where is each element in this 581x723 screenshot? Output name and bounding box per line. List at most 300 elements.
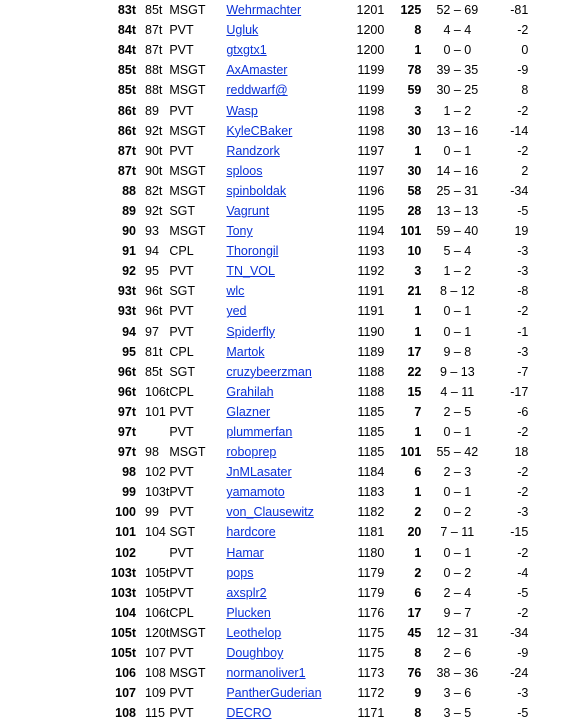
games-played-cell: 28 xyxy=(407,203,422,218)
player-name-cell xyxy=(226,141,354,161)
table-row xyxy=(0,402,528,422)
grade-cell: PVT xyxy=(169,425,194,440)
point-difference-cell: 8 xyxy=(521,83,529,98)
rating-cell: 1184 xyxy=(357,465,385,480)
win-loss-record-cell: 0 – 1 xyxy=(443,324,472,339)
win-loss-record-cell: 13 – 16 xyxy=(436,123,479,138)
previous-rank-cell: 96t xyxy=(145,304,163,319)
table-row xyxy=(0,281,528,301)
games-played-cell: 59 xyxy=(407,83,422,98)
grade-cell: PVT xyxy=(169,404,194,419)
games-played-cell: 2 xyxy=(414,505,422,520)
player-name-link[interactable]: Vagrunt xyxy=(226,203,270,218)
previous-rank-cell: 96t xyxy=(145,284,163,299)
rating-cell: 1198 xyxy=(357,123,385,138)
rank-cell: 102 xyxy=(115,545,136,560)
player-name-link[interactable]: normanoliver1 xyxy=(226,666,306,681)
player-name-link[interactable]: Spiderfly xyxy=(226,324,275,339)
table-row xyxy=(0,121,528,141)
point-difference-cell: -2 xyxy=(517,23,529,38)
grade-cell: MSGT xyxy=(169,625,206,640)
rating-cell: 1200 xyxy=(356,23,385,38)
rating-cell: 1171 xyxy=(357,706,385,721)
player-name-link[interactable]: plummerfan xyxy=(226,425,293,440)
win-loss-record-cell: 0 – 1 xyxy=(443,143,472,158)
previous-rank-cell: 104 xyxy=(145,525,166,540)
table-row xyxy=(0,603,528,623)
player-name-link[interactable]: DECRO xyxy=(226,706,272,721)
player-name-cell xyxy=(226,241,354,261)
rank-cell: 97t xyxy=(117,425,136,440)
rating-cell: 1195 xyxy=(357,203,385,218)
rating-cell: 1194 xyxy=(357,224,385,239)
point-difference-cell: -2 xyxy=(517,103,529,118)
rank-cell: 97t xyxy=(117,404,136,419)
grade-cell: MSGT xyxy=(169,3,206,18)
grade-cell: MSGT xyxy=(169,63,206,78)
point-difference-cell: -8 xyxy=(517,284,529,299)
games-played-cell: 20 xyxy=(407,525,422,540)
table-row xyxy=(0,422,528,442)
player-name-cell xyxy=(226,402,354,422)
rank-cell: 84t xyxy=(117,23,136,38)
rating-cell: 1196 xyxy=(357,183,385,198)
table-row xyxy=(0,442,528,462)
grade-cell: CPL xyxy=(169,244,194,259)
rank-cell: 99 xyxy=(122,485,136,500)
table-row xyxy=(0,482,528,502)
games-played-cell: 1 xyxy=(414,324,422,339)
player-name-cell xyxy=(226,80,354,100)
point-difference-cell: -17 xyxy=(510,384,529,399)
player-name-link[interactable]: PantherGuderian xyxy=(226,686,322,701)
point-difference-cell: -4 xyxy=(517,565,529,580)
player-name-cell xyxy=(226,643,354,663)
rating-cell: 1190 xyxy=(357,324,385,339)
rank-cell: 91 xyxy=(122,244,136,259)
player-name-link[interactable]: Hamar xyxy=(226,545,264,560)
previous-rank-cell: 88t xyxy=(145,63,163,78)
player-name-cell xyxy=(226,522,354,542)
grade-cell: PVT xyxy=(169,324,194,339)
player-name-cell xyxy=(226,121,354,141)
table-row xyxy=(0,382,528,402)
win-loss-record-cell: 25 – 31 xyxy=(436,183,479,198)
table-row xyxy=(0,261,528,281)
rating-cell: 1179 xyxy=(357,585,385,600)
point-difference-cell: -2 xyxy=(517,465,529,480)
games-played-cell: 15 xyxy=(407,384,422,399)
previous-rank-cell: 90t xyxy=(145,143,163,158)
player-name-cell xyxy=(226,281,354,301)
win-loss-record-cell: 59 – 40 xyxy=(436,224,479,239)
games-played-cell: 125 xyxy=(400,3,422,18)
previous-rank-cell: 90t xyxy=(145,163,163,178)
player-name-link[interactable]: roboprep xyxy=(226,445,277,460)
player-name-link[interactable]: wlc xyxy=(226,284,245,299)
rank-cell: 105t xyxy=(110,625,136,640)
previous-rank-cell: 99 xyxy=(145,505,159,520)
player-name-cell xyxy=(226,60,354,80)
rank-cell: 85t xyxy=(117,63,136,78)
rating-cell: 1197 xyxy=(357,143,385,158)
player-name-link[interactable]: Doughboy xyxy=(226,646,284,661)
rating-cell: 1179 xyxy=(357,565,385,580)
player-name-link[interactable]: yamamoto xyxy=(226,485,285,500)
win-loss-record-cell: 52 – 69 xyxy=(436,3,479,18)
table-row xyxy=(0,0,528,20)
player-name-cell xyxy=(226,623,354,643)
grade-cell: PVT xyxy=(169,706,194,721)
table-row xyxy=(0,301,528,321)
table-row xyxy=(0,522,528,542)
player-name-link[interactable]: spinboldak xyxy=(226,183,287,198)
previous-rank-cell: 109 xyxy=(145,686,166,701)
player-name-cell xyxy=(226,603,354,623)
table-row xyxy=(0,80,528,100)
player-name-link[interactable]: AxAmaster xyxy=(226,63,288,78)
rank-cell: 97t xyxy=(117,445,136,460)
player-name-cell xyxy=(226,0,354,20)
point-difference-cell: -3 xyxy=(517,264,529,279)
table-row xyxy=(0,40,528,60)
games-played-cell: 1 xyxy=(414,545,422,560)
games-played-cell: 45 xyxy=(407,625,422,640)
player-name-link[interactable]: gtxgtx1 xyxy=(226,43,267,58)
rank-cell: 93t xyxy=(117,284,136,299)
table-row xyxy=(0,543,528,563)
games-played-cell: 78 xyxy=(407,63,422,78)
player-name-cell xyxy=(226,442,354,462)
grade-cell: MSGT xyxy=(169,123,206,138)
point-difference-cell: -5 xyxy=(517,706,529,721)
games-played-cell: 21 xyxy=(407,284,422,299)
games-played-cell: 2 xyxy=(414,565,422,580)
win-loss-record-cell: 38 – 36 xyxy=(436,666,479,681)
table-row xyxy=(0,322,528,342)
previous-rank-cell: 92t xyxy=(145,203,163,218)
point-difference-cell: -7 xyxy=(517,364,529,379)
player-name-link[interactable]: Wehrmachter xyxy=(226,3,302,18)
games-played-cell: 3 xyxy=(414,103,422,118)
grade-cell: CPL xyxy=(169,605,194,620)
previous-rank-cell: 105t xyxy=(145,585,170,600)
player-name-link[interactable]: Randzork xyxy=(226,143,280,158)
grade-cell: PVT xyxy=(169,304,194,319)
rating-cell: 1181 xyxy=(357,525,385,540)
rating-cell: 1185 xyxy=(357,404,385,419)
games-played-cell: 30 xyxy=(407,163,422,178)
previous-rank-cell: 102 xyxy=(145,465,166,480)
games-played-cell: 6 xyxy=(414,585,422,600)
rank-cell: 101 xyxy=(115,525,136,540)
previous-rank-cell: 81t xyxy=(145,344,163,359)
player-name-link[interactable]: Plucken xyxy=(226,605,271,620)
rank-cell: 98 xyxy=(122,465,136,480)
player-name-cell xyxy=(226,482,354,502)
previous-rank-cell: 97 xyxy=(145,324,159,339)
player-name-link[interactable]: Tony xyxy=(226,224,253,239)
games-played-cell: 1 xyxy=(414,485,422,500)
win-loss-record-cell: 9 – 8 xyxy=(443,344,472,359)
player-name-link[interactable]: KyleCBaker xyxy=(226,123,293,138)
point-difference-cell: -5 xyxy=(517,203,529,218)
win-loss-record-cell: 2 – 6 xyxy=(443,646,472,661)
win-loss-record-cell: 7 – 11 xyxy=(440,525,475,540)
rating-cell: 1199 xyxy=(357,83,385,98)
rank-cell: 103t xyxy=(110,565,136,580)
player-name-cell xyxy=(226,683,354,703)
rank-cell: 103t xyxy=(110,585,136,600)
table-row xyxy=(0,100,528,120)
player-name-cell xyxy=(226,342,354,362)
games-played-cell: 101 xyxy=(400,224,422,239)
games-played-cell: 9 xyxy=(414,686,422,701)
point-difference-cell: -9 xyxy=(517,63,529,78)
table-row xyxy=(0,623,528,643)
previous-rank-cell xyxy=(145,422,169,442)
win-loss-record-cell: 30 – 25 xyxy=(436,83,479,98)
table-row xyxy=(0,20,528,40)
player-name-link[interactable]: JnMLasater xyxy=(226,465,292,480)
rank-cell: 108 xyxy=(115,706,136,721)
games-played-cell: 1 xyxy=(414,425,422,440)
win-loss-record-cell: 1 – 2 xyxy=(443,264,472,279)
player-name-link[interactable]: Ugluk xyxy=(226,23,259,38)
rank-cell: 104 xyxy=(115,605,136,620)
player-name-cell xyxy=(226,663,354,683)
rank-cell: 86t xyxy=(117,123,136,138)
previous-rank-cell: 82t xyxy=(145,183,163,198)
rating-cell: 1198 xyxy=(357,103,385,118)
player-name-cell xyxy=(226,362,354,382)
player-name-cell xyxy=(226,161,354,181)
grade-cell: SGT xyxy=(169,364,196,379)
rating-cell: 1185 xyxy=(357,425,385,440)
win-loss-record-cell: 55 – 42 xyxy=(436,445,479,460)
rating-cell: 1180 xyxy=(357,545,385,560)
table-row xyxy=(0,643,528,663)
grade-cell: PVT xyxy=(169,465,194,480)
player-name-link[interactable]: Leothelop xyxy=(226,625,282,640)
grade-cell: PVT xyxy=(169,545,194,560)
games-played-cell: 8 xyxy=(414,706,422,721)
player-name-cell xyxy=(226,322,354,342)
point-difference-cell: -3 xyxy=(517,505,529,520)
games-played-cell: 58 xyxy=(407,183,422,198)
rank-cell: 96t xyxy=(117,384,136,399)
rating-cell: 1175 xyxy=(357,646,385,661)
player-name-link[interactable]: reddwarf@ xyxy=(226,83,288,98)
rank-cell: 100 xyxy=(115,505,136,520)
point-difference-cell: 2 xyxy=(521,163,529,178)
rating-cell: 1191 xyxy=(357,304,385,319)
grade-cell: PVT xyxy=(169,686,194,701)
previous-rank-cell: 87t xyxy=(145,43,163,58)
point-difference-cell: 19 xyxy=(514,224,529,239)
table-row xyxy=(0,241,528,261)
rank-cell: 87t xyxy=(117,143,136,158)
player-name-link[interactable]: TN_VOL xyxy=(226,264,275,279)
win-loss-record-cell: 0 – 2 xyxy=(443,565,472,580)
rating-cell: 1192 xyxy=(357,264,385,279)
grade-cell: PVT xyxy=(169,646,194,661)
grade-cell: PVT xyxy=(169,103,194,118)
rank-cell: 107 xyxy=(115,686,136,701)
rating-cell: 1182 xyxy=(357,505,385,520)
win-loss-record-cell: 9 – 7 xyxy=(443,605,472,620)
point-difference-cell: -3 xyxy=(517,686,529,701)
games-played-cell: 3 xyxy=(414,264,422,279)
player-name-cell xyxy=(226,100,354,120)
grade-cell: MSGT xyxy=(169,445,206,460)
rank-cell: 88 xyxy=(122,183,136,198)
rating-cell: 1185 xyxy=(357,445,385,460)
rating-cell: 1172 xyxy=(357,686,385,701)
games-played-cell: 17 xyxy=(407,344,422,359)
win-loss-record-cell: 4 – 11 xyxy=(440,384,475,399)
player-name-cell xyxy=(226,40,354,60)
rank-cell: 86t xyxy=(117,103,136,118)
rank-cell: 87t xyxy=(117,163,136,178)
player-name-cell xyxy=(226,201,354,221)
rating-cell: 1200 xyxy=(356,43,385,58)
previous-rank-cell: 92t xyxy=(145,123,163,138)
point-difference-cell: -5 xyxy=(517,585,529,600)
player-name-cell xyxy=(226,301,354,321)
games-played-cell: 101 xyxy=(400,445,422,460)
player-name-link[interactable]: hardcore xyxy=(226,525,276,540)
win-loss-record-cell: 0 – 1 xyxy=(443,485,472,500)
player-name-link[interactable]: Martok xyxy=(226,344,265,359)
player-name-link[interactable]: Grahilah xyxy=(226,384,274,399)
win-loss-record-cell: 2 – 4 xyxy=(443,585,472,600)
previous-rank-cell: 89 xyxy=(145,103,159,118)
games-played-cell: 10 xyxy=(407,244,422,259)
grade-cell: MSGT xyxy=(169,224,206,239)
grade-cell: MSGT xyxy=(169,83,206,98)
win-loss-record-cell: 4 – 4 xyxy=(443,23,472,38)
table-row xyxy=(0,221,528,241)
point-difference-cell: -9 xyxy=(517,646,529,661)
rating-cell: 1176 xyxy=(357,605,385,620)
table-row xyxy=(0,683,528,703)
grade-cell: PVT xyxy=(169,505,194,520)
rating-cell: 1188 xyxy=(357,384,385,399)
grade-cell: PVT xyxy=(169,264,194,279)
rank-cell: 106 xyxy=(115,666,136,681)
rank-cell: 90 xyxy=(122,224,136,239)
grade-cell: SGT xyxy=(169,203,196,218)
win-loss-record-cell: 5 – 4 xyxy=(443,244,472,259)
player-name-cell xyxy=(226,261,354,281)
point-difference-cell: -2 xyxy=(517,485,529,500)
rank-cell: 89 xyxy=(122,203,136,218)
previous-rank-cell: 88t xyxy=(145,83,163,98)
player-name-link[interactable]: cruzybeerzman xyxy=(226,364,312,379)
player-name-cell xyxy=(226,703,354,723)
rank-cell: 84t xyxy=(117,43,136,58)
games-played-cell: 8 xyxy=(414,646,422,661)
grade-cell: MSGT xyxy=(169,183,206,198)
rating-cell: 1193 xyxy=(357,244,385,259)
point-difference-cell: -6 xyxy=(517,404,529,419)
table-row xyxy=(0,201,528,221)
rating-cell: 1183 xyxy=(357,485,385,500)
grade-cell: PVT xyxy=(169,585,194,600)
point-difference-cell: -2 xyxy=(517,304,529,319)
rating-cell: 1173 xyxy=(357,666,385,681)
point-difference-cell: -14 xyxy=(510,123,529,138)
player-name-cell xyxy=(226,20,354,40)
grade-cell: CPL xyxy=(169,344,194,359)
rating-cell: 1197 xyxy=(357,163,385,178)
previous-rank-cell: 105t xyxy=(145,565,170,580)
games-played-cell: 22 xyxy=(407,364,422,379)
player-name-link[interactable]: Wasp xyxy=(226,103,258,118)
table-row xyxy=(0,60,528,80)
previous-rank-cell: 87t xyxy=(145,23,163,38)
previous-rank-cell: 107 xyxy=(145,646,166,661)
win-loss-record-cell: 2 – 3 xyxy=(443,465,472,480)
player-name-link[interactable]: Thorongil xyxy=(226,244,279,259)
player-name-link[interactable]: axsplr2 xyxy=(226,585,267,600)
grade-cell: PVT xyxy=(169,143,194,158)
table-row xyxy=(0,663,528,683)
player-name-cell xyxy=(226,382,354,402)
rating-cell: 1191 xyxy=(357,284,385,299)
rating-cell: 1201 xyxy=(356,3,385,18)
player-name-link[interactable]: yed xyxy=(226,304,247,319)
games-played-cell: 1 xyxy=(414,143,422,158)
player-name-link[interactable]: Glazner xyxy=(226,404,271,419)
previous-rank-cell: 101 xyxy=(145,404,166,419)
player-name-link[interactable]: pops xyxy=(226,565,254,580)
grade-cell: SGT xyxy=(169,284,196,299)
player-name-cell xyxy=(226,181,354,201)
previous-rank-cell: 85t xyxy=(145,364,163,379)
previous-rank-cell: 95 xyxy=(145,264,159,279)
table-row xyxy=(0,362,528,382)
player-name-cell xyxy=(226,502,354,522)
table-row xyxy=(0,703,528,723)
previous-rank-cell: 94 xyxy=(145,244,159,259)
player-name-cell xyxy=(226,422,354,442)
player-name-cell xyxy=(226,221,354,241)
win-loss-record-cell: 0 – 2 xyxy=(443,505,472,520)
point-difference-cell: -15 xyxy=(510,525,529,540)
games-played-cell: 8 xyxy=(414,23,422,38)
table-row xyxy=(0,342,528,362)
table-row xyxy=(0,502,528,522)
previous-rank-cell: 115 xyxy=(145,706,165,721)
games-played-cell: 6 xyxy=(414,465,422,480)
table-row xyxy=(0,583,528,603)
point-difference-cell: 0 xyxy=(521,43,529,58)
win-loss-record-cell: 13 – 13 xyxy=(436,203,479,218)
previous-rank-cell: 85t xyxy=(145,3,163,18)
player-name-link[interactable]: sploos xyxy=(226,163,263,178)
games-played-cell: 1 xyxy=(414,304,422,319)
previous-rank-cell: 93 xyxy=(145,224,159,239)
grade-cell: MSGT xyxy=(169,666,206,681)
win-loss-record-cell: 8 – 12 xyxy=(439,284,475,299)
previous-rank-cell xyxy=(145,543,169,563)
point-difference-cell: -34 xyxy=(510,625,529,640)
point-difference-cell: -24 xyxy=(510,666,529,681)
table-row xyxy=(0,563,528,583)
player-name-link[interactable]: von_Clausewitz xyxy=(226,505,314,520)
